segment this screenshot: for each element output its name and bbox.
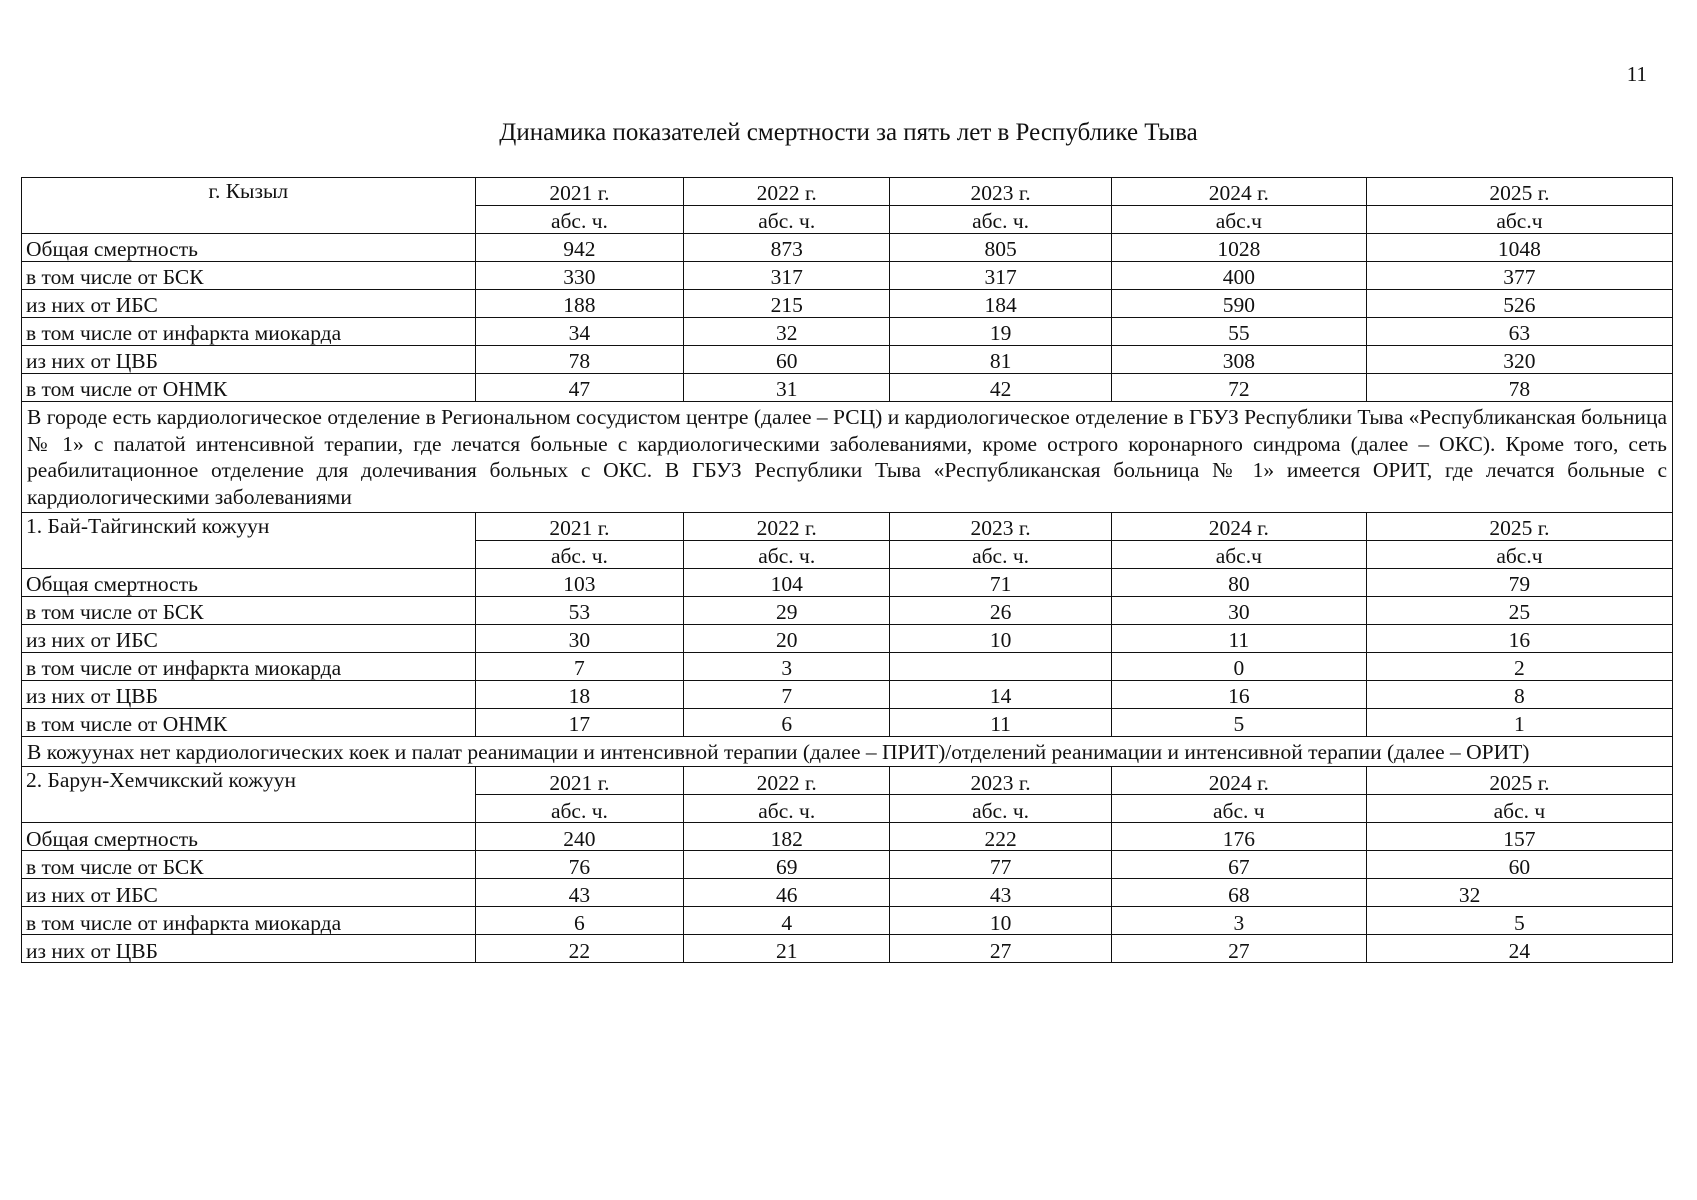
table-cell: 590 [1111, 290, 1366, 318]
table-cell: 55 [1111, 318, 1366, 346]
unit-header: абс. ч. [475, 540, 683, 568]
row-label: в том числе от БСК [22, 596, 476, 624]
row-label: Общая смертность [22, 568, 476, 596]
page-title: Динамика показателей смертности за пять лет в Республике Тыва [499, 119, 1198, 146]
section-note: В городе есть кардиологическое отделение в Региональном сосудистом центре (далее – РСЦ) и кардиологическое отделение в ГБУЗ Республики Тыва «Республиканская больница № 1» с палатой интенсивной терапии, где лечатся больные с кардиологическими заболеваниями, кроме острого коронарного синдрома (далее – ОКС). Кроме того, сеть реабилитационное отделение для долечивания больных с ОКС. В ГБУЗ Республики Тыва «Республиканская больница № 1» имеется ОРИТ, где лечатся больные с кардиологическими заболеваниями [22, 402, 1673, 513]
table-cell: 8 [1366, 680, 1672, 708]
table-cell: 14 [890, 680, 1111, 708]
table-row [22, 823, 1673, 851]
table-cell: 1048 [1366, 234, 1672, 262]
note-row [22, 736, 1673, 767]
table-cell: 18 [475, 680, 683, 708]
table-cell: 873 [684, 234, 890, 262]
table-row [22, 568, 1673, 596]
table-cell: 69 [684, 851, 890, 879]
unit-header: абс. ч [1366, 795, 1672, 823]
year-header: 2021 г. [475, 512, 683, 540]
table-cell: 0 [1111, 652, 1366, 680]
table-cell: 25 [1366, 596, 1672, 624]
section-header-row [22, 178, 1673, 206]
table-cell: 317 [890, 262, 1111, 290]
row-label: из них от ИБС [22, 879, 476, 907]
table-cell: 31 [684, 374, 890, 402]
table-cell: 76 [475, 851, 683, 879]
table-cell: 5 [1111, 708, 1366, 736]
section-note: В кожуунах нет кардиологических коек и палат реанимации и интенсивной терапии (далее – ПРИТ)/отделений реанимации и интенсивной терапии (далее – ОРИТ) [22, 736, 1673, 767]
table-cell: 26 [890, 596, 1111, 624]
table-cell: 5 [1366, 907, 1672, 935]
unit-header: абс.ч [1366, 206, 1672, 234]
table-cell: 330 [475, 262, 683, 290]
table-cell: 103 [475, 568, 683, 596]
unit-header: абс. ч. [475, 206, 683, 234]
table-cell: 157 [1366, 823, 1672, 851]
year-header: 2021 г. [475, 767, 683, 795]
table-cell: 184 [890, 290, 1111, 318]
table-cell: 80 [1111, 568, 1366, 596]
unit-header: абс. ч. [890, 540, 1111, 568]
table-cell: 11 [890, 708, 1111, 736]
unit-header: абс.ч [1366, 540, 1672, 568]
table-cell: 222 [890, 823, 1111, 851]
table-cell: 104 [684, 568, 890, 596]
table-row [22, 374, 1673, 402]
table-cell: 27 [1111, 935, 1366, 963]
row-label: Общая смертность [22, 234, 476, 262]
table-row [22, 234, 1673, 262]
row-label: из них от ЦВБ [22, 346, 476, 374]
year-header: 2021 г. [475, 178, 683, 206]
table-cell: 19 [890, 318, 1111, 346]
table-cell: 215 [684, 290, 890, 318]
table-cell: 16 [1111, 680, 1366, 708]
row-label: Общая смертность [22, 823, 476, 851]
table-cell: 79 [1366, 568, 1672, 596]
table-cell: 42 [890, 374, 1111, 402]
row-label: в том числе от инфаркта миокарда [22, 318, 476, 346]
row-label: из них от ИБС [22, 624, 476, 652]
unit-header: абс.ч [1111, 206, 1366, 234]
table-row [22, 596, 1673, 624]
table-cell: 3 [684, 652, 890, 680]
table-cell: 78 [475, 346, 683, 374]
table-cell: 320 [1366, 346, 1672, 374]
table-cell: 32 [684, 318, 890, 346]
table-row [22, 346, 1673, 374]
table-cell: 4 [684, 907, 890, 935]
table-cell: 34 [475, 318, 683, 346]
table-row [22, 624, 1673, 652]
table-cell: 29 [684, 596, 890, 624]
row-label: в том числе от инфаркта миокарда [22, 907, 476, 935]
table-cell: 47 [475, 374, 683, 402]
note-row [22, 402, 1673, 513]
year-header: 2025 г. [1366, 512, 1672, 540]
unit-header: абс. ч. [890, 206, 1111, 234]
table-cell: 11 [1111, 624, 1366, 652]
year-header: 2025 г. [1366, 178, 1672, 206]
table-cell: 2 [1366, 652, 1672, 680]
section-name: 2. Барун-Хемчикский кожуун [22, 767, 476, 823]
table-cell: 182 [684, 823, 890, 851]
section-name: 1. Бай-Тайгинский кожуун [22, 512, 476, 568]
table-row [22, 652, 1673, 680]
table-cell: 1 [1366, 708, 1672, 736]
table-cell: 24 [1366, 935, 1672, 963]
table-cell: 53 [475, 596, 683, 624]
table-row [22, 851, 1673, 879]
table-cell: 6 [684, 708, 890, 736]
table-cell: 176 [1111, 823, 1366, 851]
table-cell: 72 [1111, 374, 1366, 402]
table-row [22, 318, 1673, 346]
unit-header: абс. ч. [890, 795, 1111, 823]
table-cell: 46 [684, 879, 890, 907]
table-cell: 17 [475, 708, 683, 736]
unit-header: абс. ч. [684, 540, 890, 568]
table-cell: 71 [890, 568, 1111, 596]
row-label: в том числе от БСК [22, 262, 476, 290]
table-cell: 6 [475, 907, 683, 935]
table-cell: 43 [890, 879, 1111, 907]
unit-header: абс. ч. [684, 206, 890, 234]
table-cell: 805 [890, 234, 1111, 262]
table-cell: 60 [1366, 851, 1672, 879]
table-cell: 43 [475, 879, 683, 907]
table-cell: 77 [890, 851, 1111, 879]
unit-header: абс. ч. [475, 795, 683, 823]
row-label: из них от ЦВБ [22, 935, 476, 963]
unit-header: абс.ч [1111, 540, 1366, 568]
table-cell: 68 [1111, 879, 1366, 907]
table-row [22, 262, 1673, 290]
table-cell: 16 [1366, 624, 1672, 652]
row-label: в том числе от ОНМК [22, 374, 476, 402]
table-cell: 30 [475, 624, 683, 652]
table-cell: 27 [890, 935, 1111, 963]
table-cell: 377 [1366, 262, 1672, 290]
table-cell: 400 [1111, 262, 1366, 290]
table-cell: 188 [475, 290, 683, 318]
table-cell: 240 [475, 823, 683, 851]
table-row [22, 680, 1673, 708]
table-cell: 10 [890, 907, 1111, 935]
table-cell: 942 [475, 234, 683, 262]
year-header: 2024 г. [1111, 512, 1366, 540]
table-cell [890, 652, 1111, 680]
row-label: в том числе от БСК [22, 851, 476, 879]
year-header: 2024 г. [1111, 178, 1366, 206]
table-cell: 30 [1111, 596, 1366, 624]
table-cell: 21 [684, 935, 890, 963]
year-header: 2022 г. [684, 178, 890, 206]
table-cell: 78 [1366, 374, 1672, 402]
table-cell: 7 [475, 652, 683, 680]
table-row [22, 290, 1673, 318]
table-cell: 32 [1366, 879, 1672, 907]
row-label: в том числе от инфаркта миокарда [22, 652, 476, 680]
page-number: 11 [1626, 62, 1647, 86]
table-cell: 81 [890, 346, 1111, 374]
year-header: 2023 г. [890, 767, 1111, 795]
table-cell: 63 [1366, 318, 1672, 346]
table-cell: 317 [684, 262, 890, 290]
year-header: 2023 г. [890, 512, 1111, 540]
table-cell: 1028 [1111, 234, 1366, 262]
table-cell: 22 [475, 935, 683, 963]
section-header-row [22, 767, 1673, 795]
unit-header: абс. ч [1111, 795, 1366, 823]
table-row [22, 879, 1673, 907]
section-header-row [22, 512, 1673, 540]
table-cell: 7 [684, 680, 890, 708]
section-name: г. Кызыл [22, 178, 476, 234]
table-cell: 10 [890, 624, 1111, 652]
table-cell: 3 [1111, 907, 1366, 935]
year-header: 2025 г. [1366, 767, 1672, 795]
unit-header: абс. ч. [684, 795, 890, 823]
row-label: в том числе от ОНМК [22, 708, 476, 736]
year-header: 2022 г. [684, 512, 890, 540]
table-row [22, 935, 1673, 963]
year-header: 2022 г. [684, 767, 890, 795]
table-row [22, 708, 1673, 736]
table-cell: 308 [1111, 346, 1366, 374]
table-cell: 67 [1111, 851, 1366, 879]
row-label: из них от ИБС [22, 290, 476, 318]
table-cell: 526 [1366, 290, 1672, 318]
year-header: 2024 г. [1111, 767, 1366, 795]
table-cell: 60 [684, 346, 890, 374]
row-label: из них от ЦВБ [22, 680, 476, 708]
mortality-table [21, 177, 1673, 963]
year-header: 2023 г. [890, 178, 1111, 206]
table-row [22, 907, 1673, 935]
table-cell: 20 [684, 624, 890, 652]
